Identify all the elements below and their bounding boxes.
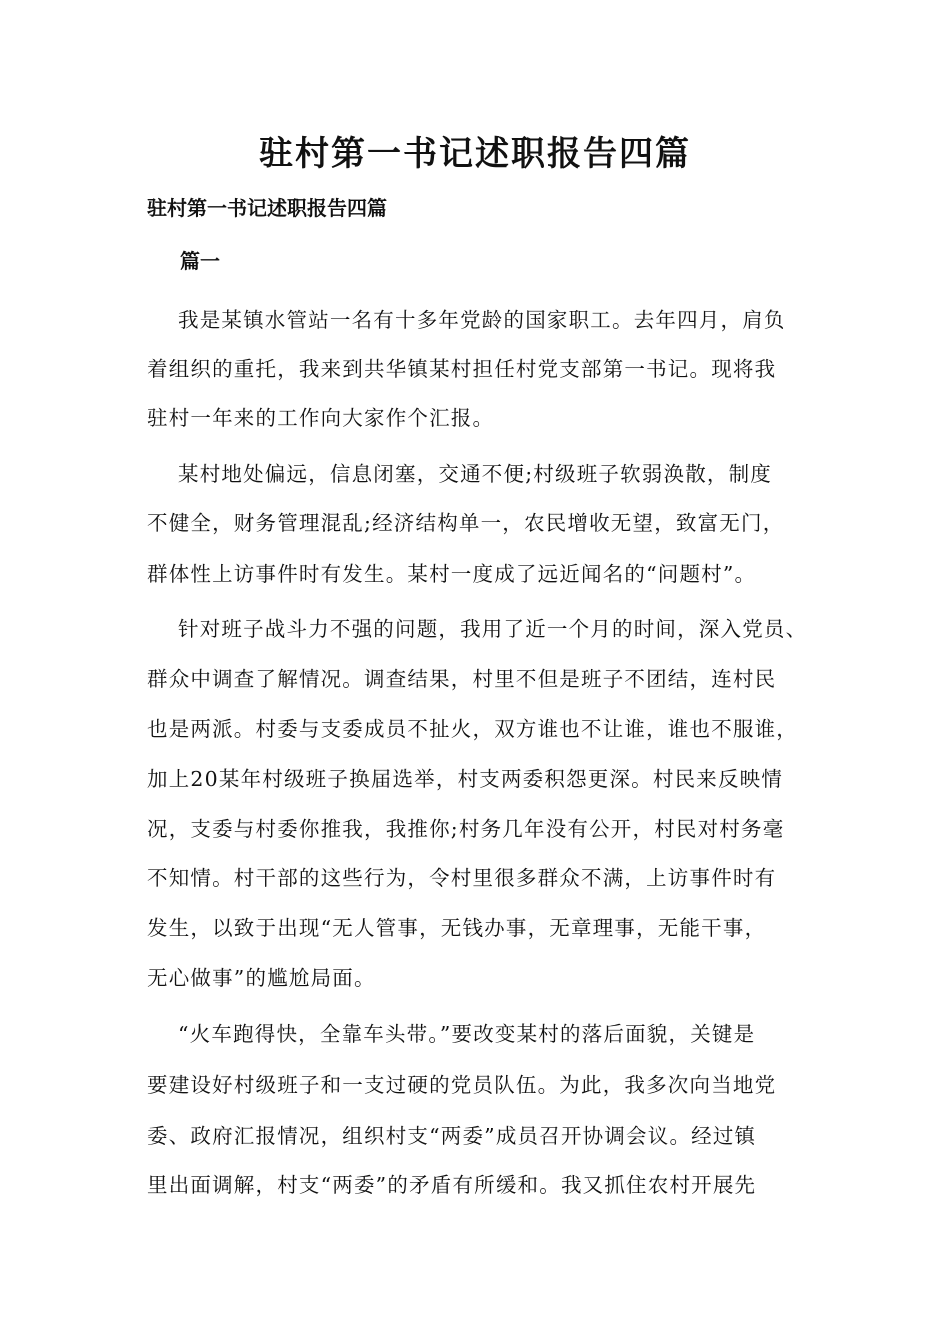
paragraph-line: 加上20某年村级班子换届选举，村支两委积怨更深。村民来反映情 xyxy=(147,767,784,791)
paragraph-line: 我是某镇水管站一名有十多年党龄的国家职工。去年四月，肩负 xyxy=(178,308,786,332)
paragraph-line: 某村地处偏远，信息闭塞，交通不便;村级班子软弱涣散，制度 xyxy=(178,462,773,486)
paragraph-line: 里出面调解，村支“两委”的矛盾有所缓和。我又抓住农村开展先 xyxy=(147,1173,757,1197)
paragraph-line: 针对班子战斗力不强的问题，我用了近一个月的时间，深入党员、 xyxy=(178,617,808,641)
paragraph-line: 也是两派。村委与支委成员不扯火，双方谁也不让谁，谁也不服谁， xyxy=(147,717,798,741)
paragraph-line: 群众中调查了解情况。调查结果，村里不但是班子不团结，连村民 xyxy=(147,667,777,691)
document-subtitle: 驻村第一书记述职报告四篇 xyxy=(147,196,387,220)
paragraph-line: 不知情。村干部的这些行为，令村里很多群众不满，上访事件时有 xyxy=(147,866,777,890)
paragraph-line: 群体性上访事件时有发生。某村一度成了远近闻名的“问题村”。 xyxy=(147,562,757,586)
paragraph-line: 要建设好村级班子和一支过硬的党员队伍。为此，我多次向当地党 xyxy=(147,1073,777,1097)
paragraph-line: 况，支委与村委你推我，我推你;村务几年没有公开，村民对村务毫 xyxy=(147,817,785,841)
paragraph-line: “火车跑得快，全靠车头带。”要改变某村的落后面貌，关键是 xyxy=(178,1022,756,1046)
paragraph-line: 发生，以致于出现“无人管事，无钱办事，无章理事，无能干事， xyxy=(147,916,767,940)
paragraph-line: 不健全，财务管理混乱;经济结构单一，农民增收无望，致富无门， xyxy=(147,511,785,535)
paragraph-line: 无心做事”的尴尬局面。 xyxy=(147,966,376,990)
section-heading: 篇一 xyxy=(180,249,220,273)
paragraph-line: 委、政府汇报情况，组织村支“两委”成员召开协调会议。经过镇 xyxy=(147,1124,757,1148)
paragraph-line: 驻村一年来的工作向大家作个汇报。 xyxy=(147,406,495,430)
page-title: 驻村第一书记述职报告四篇 xyxy=(259,134,691,174)
paragraph-line: 着组织的重托，我来到共华镇某村担任村党支部第一书记。现将我 xyxy=(147,357,777,381)
